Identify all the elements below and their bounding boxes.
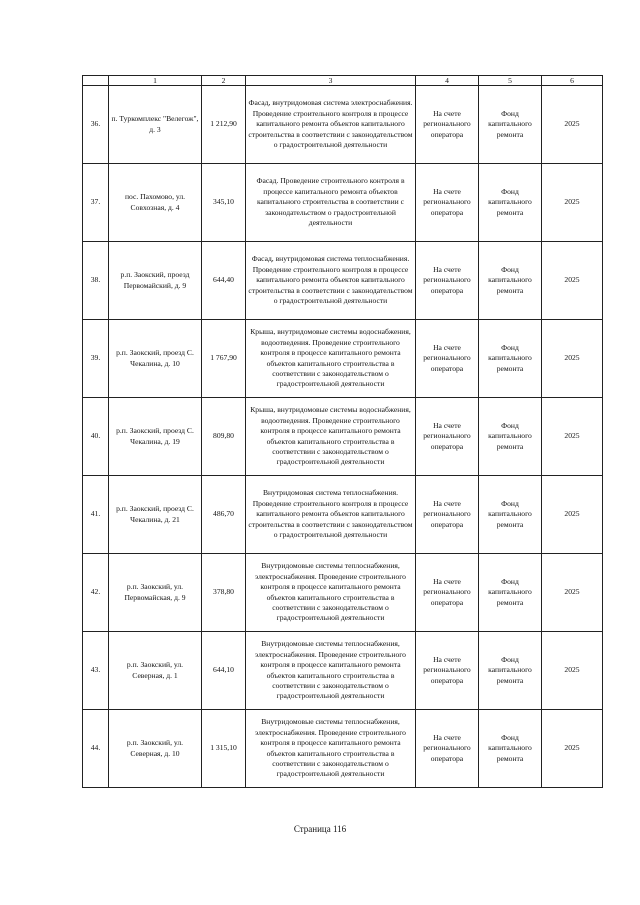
address-cell: р.п. Заокский, проезд Первомайский, д. 9 xyxy=(109,242,202,320)
address-cell: р.п. Заокский, проезд С. Чекалина, д. 21 xyxy=(109,476,202,554)
row-number-cell: 39. xyxy=(83,320,109,398)
table-row xyxy=(83,320,603,398)
row-number-cell: 37. xyxy=(83,164,109,242)
funding-source-cell: Фонд капитального ремонта xyxy=(479,86,542,164)
year-cell: 2025 xyxy=(542,710,603,788)
account-cell: На счете регионального оператора xyxy=(416,710,479,788)
year-cell: 2025 xyxy=(542,242,603,320)
funding-source-cell: Фонд капитального ремонта xyxy=(479,242,542,320)
header-cell-6: 6 xyxy=(542,76,603,86)
header-cell-num xyxy=(83,76,109,86)
table-row xyxy=(83,476,603,554)
funding-source-cell: Фонд капитального ремонта xyxy=(479,398,542,476)
table-row xyxy=(83,164,603,242)
account-cell: На счете регионального оператора xyxy=(416,398,479,476)
funding-source-cell: Фонд капитального ремонта xyxy=(479,476,542,554)
funding-source-cell: Фонд капитального ремонта xyxy=(479,554,542,632)
work-description-cell: Фасад, внутридомовая система теплоснабжения. Проведение строительного контроля в процессе капитального ремонта объектов капитального строительства в соответствии с законодательством о градостроительной деятельности xyxy=(246,242,416,320)
address-cell: р.п. Заокский, ул. Северная, д. 10 xyxy=(109,710,202,788)
address-cell: р.п. Заокский, ул. Первомайская, д. 9 xyxy=(109,554,202,632)
row-number-cell: 44. xyxy=(83,710,109,788)
account-cell: На счете регионального оператора xyxy=(416,86,479,164)
area-cell: 1 212,90 xyxy=(202,86,246,164)
account-cell: На счете регионального оператора xyxy=(416,164,479,242)
area-cell: 644,10 xyxy=(202,632,246,710)
work-description-cell: Внутридомовые системы теплоснабжения, электроснабжения. Проведение строительного контроля в процессе капитального ремонта объектов капитального строительства в соответствии с законодательством о градостроительной деятельности xyxy=(246,554,416,632)
header-row xyxy=(83,76,603,86)
funding-source-cell: Фонд капитального ремонта xyxy=(479,164,542,242)
table-row xyxy=(83,632,603,710)
table-row xyxy=(83,554,603,632)
address-cell: р.п. Заокский, ул. Северная, д. 1 xyxy=(109,632,202,710)
funding-source-cell: Фонд капитального ремонта xyxy=(479,632,542,710)
repair-schedule-table xyxy=(82,75,603,788)
account-cell: На счете регионального оператора xyxy=(416,554,479,632)
year-cell: 2025 xyxy=(542,632,603,710)
table-row xyxy=(83,86,603,164)
area-cell: 809,80 xyxy=(202,398,246,476)
address-cell: р.п. Заокский, проезд С. Чекалина, д. 19 xyxy=(109,398,202,476)
work-description-cell: Внутридомовые системы теплоснабжения, электроснабжения. Проведение строительного контроля в процессе капитального ремонта объектов капитального строительства в соответствии с законодательством о градостроительной деятельности xyxy=(246,632,416,710)
year-cell: 2025 xyxy=(542,398,603,476)
header-cell-5: 5 xyxy=(479,76,542,86)
row-number-cell: 38. xyxy=(83,242,109,320)
row-number-cell: 42. xyxy=(83,554,109,632)
address-cell: пос. Пахомово, ул. Совхозная, д. 4 xyxy=(109,164,202,242)
row-number-cell: 41. xyxy=(83,476,109,554)
year-cell: 2025 xyxy=(542,554,603,632)
work-description-cell: Внутридомовая система теплоснабжения. Проведение строительного контроля в процессе капитального ремонта объектов капитального строительства в соответствии с законодательством о градостроительной деятельности xyxy=(246,476,416,554)
work-description-cell: Фасад, внутридомовая система электроснабжения. Проведение строительного контроля в процессе капитального ремонта объектов капитального строительства в соответствии с законодательством о градостроительной деятельности xyxy=(246,86,416,164)
year-cell: 2025 xyxy=(542,164,603,242)
work-description-cell: Фасад. Проведение строительного контроля в процессе капитального ремонта объектов капитального строительства в соответствии с законодательством о градостроительной деятельности xyxy=(246,164,416,242)
funding-source-cell: Фонд капитального ремонта xyxy=(479,710,542,788)
header-cell-2: 2 xyxy=(202,76,246,86)
account-cell: На счете регионального оператора xyxy=(416,476,479,554)
account-cell: На счете регионального оператора xyxy=(416,632,479,710)
area-cell: 1 315,10 xyxy=(202,710,246,788)
header-cell-3: 3 xyxy=(246,76,416,86)
row-number-cell: 36. xyxy=(83,86,109,164)
page-number: Страница 116 xyxy=(293,824,347,834)
area-cell: 486,70 xyxy=(202,476,246,554)
area-cell: 345,10 xyxy=(202,164,246,242)
area-cell: 378,80 xyxy=(202,554,246,632)
table-row xyxy=(83,242,603,320)
year-cell: 2025 xyxy=(542,320,603,398)
account-cell: На счете регионального оператора xyxy=(416,320,479,398)
work-description-cell: Крыша, внутридомовые системы водоснабжения, водоотведения. Проведение строительного контроля в процессе капитального ремонта объектов капитального строительства в соответствии с законодательством о градостроительной деятельности xyxy=(246,320,416,398)
address-cell: р.п. Заокский, проезд С. Чекалина, д. 10 xyxy=(109,320,202,398)
row-number-cell: 43. xyxy=(83,632,109,710)
area-cell: 1 767,90 xyxy=(202,320,246,398)
table-row xyxy=(83,398,603,476)
account-cell: На счете регионального оператора xyxy=(416,242,479,320)
year-cell: 2025 xyxy=(542,86,603,164)
address-cell: п. Туркомплекс "Велегож", д. 3 xyxy=(109,86,202,164)
work-description-cell: Крыша, внутридомовые системы водоснабжения, водоотведения. Проведение строительного контроля в процессе капитального ремонта объектов капитального строительства в соответствии с законодательством о градостроительной деятельности xyxy=(246,398,416,476)
row-number-cell: 40. xyxy=(83,398,109,476)
table-row xyxy=(83,710,603,788)
funding-source-cell: Фонд капитального ремонта xyxy=(479,320,542,398)
year-cell: 2025 xyxy=(542,476,603,554)
header-cell-4: 4 xyxy=(416,76,479,86)
header-cell-1: 1 xyxy=(109,76,202,86)
work-description-cell: Внутридомовые системы теплоснабжения, электроснабжения. Проведение строительного контроля в процессе капитального ремонта объектов капитального строительства в соответствии с законодательством о градостроительной деятельности xyxy=(246,710,416,788)
area-cell: 644,40 xyxy=(202,242,246,320)
